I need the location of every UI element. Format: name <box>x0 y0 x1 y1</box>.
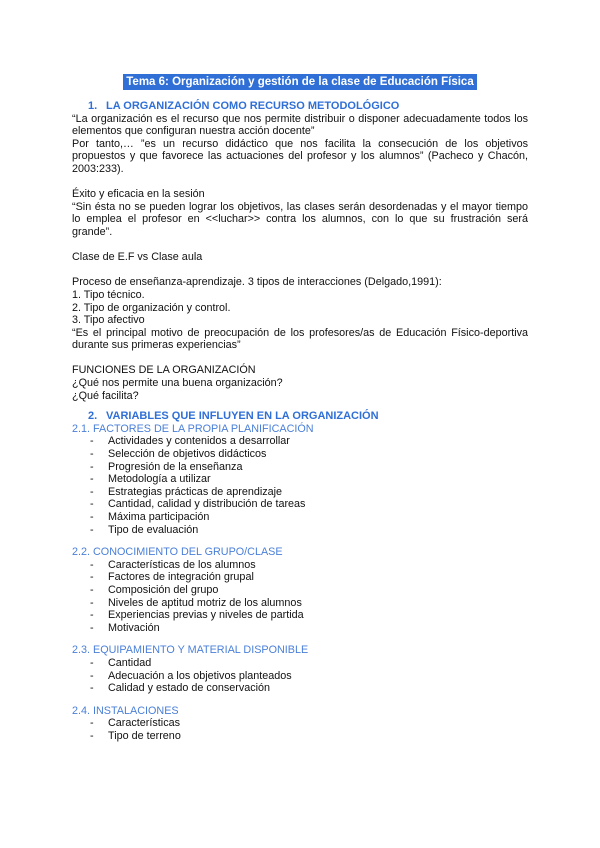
list-item: - Metodología a utilizar <box>72 473 528 486</box>
subsection-2-3-title: 2.3. EQUIPAMIENTO Y MATERIAL DISPONIBLE <box>72 644 309 657</box>
subsection-2-1-title: 2.1. FACTORES DE LA PROPIA PLANIFICACIÓN <box>72 422 314 435</box>
list-item: - Cantidad, calidad y distribución de tareas <box>72 498 528 511</box>
clase-comparison: Clase de E.F vs Clase aula <box>72 251 203 264</box>
funciones-question: ¿Qué nos permite una buena organización? <box>72 377 283 390</box>
proceso-text: Proceso de enseñanza-aprendizaje. 3 tipos de interacciones (Delgado,1991): <box>72 276 442 289</box>
list-item: - Tipo de terreno <box>72 730 528 743</box>
list-item: - Experiencias previas y niveles de partida <box>72 609 528 622</box>
list-item: - Progresión de la enseñanza <box>72 461 528 474</box>
section-2-title: VARIABLES QUE INFLUYEN EN LA ORGANIZACIÓN <box>106 410 379 423</box>
subsection-2-3-list <box>72 657 528 695</box>
tipo-item: 2. Tipo de organización y control. <box>72 301 231 314</box>
list-item: - Características de los alumnos <box>72 559 528 572</box>
tipo-item: 1. Tipo técnico. <box>72 288 145 301</box>
list-item: - Factores de integración grupal <box>72 571 528 584</box>
exito-quote: “Sin ésta no se pueden lograr los objetivos, las clases serán desordenadas y el mayor tiempo lo emplea el profesor en <<luchar>> contra los alumnos, con lo que su frustración será grande”. <box>72 200 528 238</box>
list-item: - Composición del grupo <box>72 584 528 597</box>
list-item: - Estrategias prácticas de aprendizaje <box>72 486 528 499</box>
list-item: - Actividades y contenidos a desarrollar <box>72 435 528 448</box>
list-item: - Adecuación a los objetivos planteados <box>72 670 528 683</box>
title-wrap <box>0 72 600 90</box>
list-item: - Calidad y estado de conservación <box>72 682 528 695</box>
quote-recurso-didactico: Por tanto,… ”es un recurso didáctico que nos facilita la consecución de los objetivos propuestos y que favorece las actuaciones del profesor y los alumnos” (Pacheco y Chacón, 2003:233). <box>72 137 528 175</box>
list-item: - Niveles de aptitud motriz de los alumnos <box>72 597 528 610</box>
document-body <box>72 100 528 743</box>
section-2-heading <box>88 410 528 423</box>
section-1-title: LA ORGANIZACIÓN COMO RECURSO METODOLÓGICO <box>106 100 400 112</box>
section-2-number: 2. <box>88 410 98 423</box>
list-item: - Cantidad <box>72 657 528 670</box>
section-1-number: 1. <box>88 100 98 112</box>
subsection-2-4-title: 2.4. INSTALACIONES <box>72 704 179 717</box>
list-item: - Tipo de evaluación <box>72 524 528 537</box>
funciones-title: FUNCIONES DE LA ORGANIZACIÓN <box>72 364 256 377</box>
tipo-item: 3. Tipo afectivo <box>72 314 145 327</box>
funciones-question: ¿Qué facilita? <box>72 389 139 402</box>
section-1-heading <box>88 100 528 113</box>
exito-title: Éxito y eficacia en la sesión <box>72 188 205 201</box>
subsection-2-2-title: 2.2. CONOCIMIENTO DEL GRUPO/CLASE <box>72 546 283 559</box>
subsection-2-1-list <box>72 435 528 536</box>
subsection-2-2-list <box>72 559 528 635</box>
list-item: - Selección de objetivos didácticos <box>72 448 528 461</box>
list-item: - Motivación <box>72 622 528 635</box>
quote-definition: “La organización es el recurso que nos permite distribuir o disponer adecuadamente todos los elementos que configuran nuestra acción docente” <box>72 112 528 138</box>
list-item: - Máxima participación <box>72 511 528 524</box>
subsection-2-4-list <box>72 717 528 742</box>
document-title: Tema 6: Organización y gestión de la clase de Educación Física <box>123 74 476 90</box>
list-item: - Características <box>72 717 528 730</box>
tipo-quote: “Es el principal motivo de preocupación de los profesores/as de Educación Físico-deportiva durante sus primeras experiencias” <box>72 326 528 352</box>
